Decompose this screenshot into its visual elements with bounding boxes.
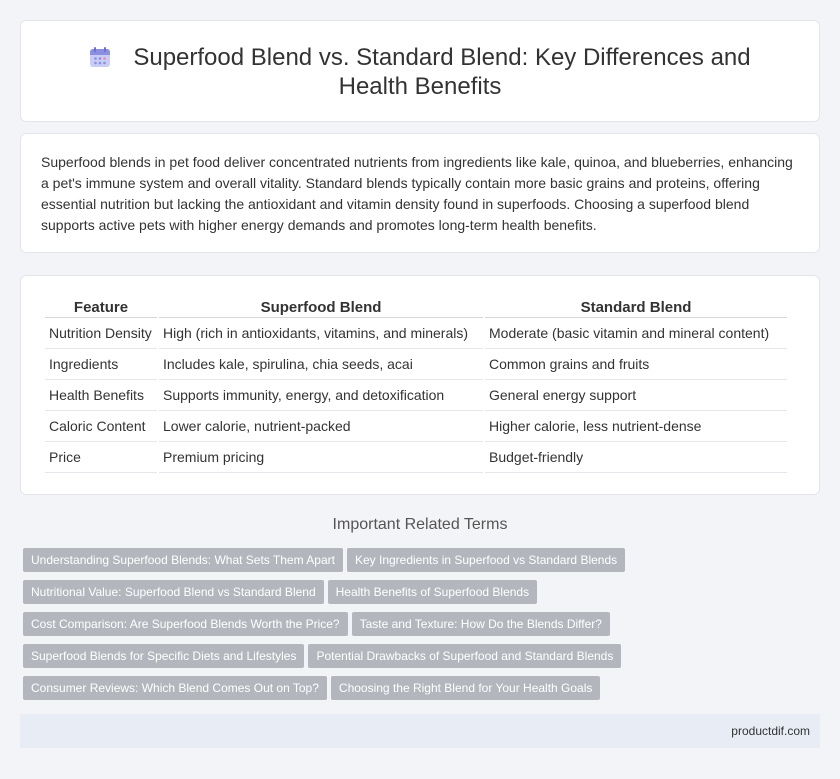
- table-cell: Common grains and fruits: [485, 349, 787, 380]
- related-term-tag[interactable]: Superfood Blends for Specific Diets and Lifestyles: [23, 644, 304, 668]
- table-cell: Lower calorie, nutrient-packed: [159, 411, 483, 442]
- calendar-icon: [89, 46, 111, 68]
- tag-row: [23, 548, 823, 572]
- related-term-tag[interactable]: Nutritional Value: Superfood Blend vs Standard Blend: [23, 580, 324, 604]
- header-standard-blend: Standard Blend: [485, 296, 787, 318]
- tag-row: [23, 644, 823, 668]
- related-term-tag[interactable]: Cost Comparison: Are Superfood Blends Worth the Price?: [23, 612, 348, 636]
- table-cell: Nutrition Density: [45, 318, 157, 349]
- header-feature: Feature: [45, 296, 157, 318]
- page-title: Superfood Blend vs. Standard Blend: Key Differences and Health Benefits: [133, 44, 751, 100]
- table-cell: Price: [45, 442, 157, 473]
- tag-row: [23, 580, 823, 604]
- comparison-table-card: [20, 275, 820, 495]
- site-link[interactable]: productdif.com: [731, 724, 810, 738]
- related-terms-list: [23, 548, 823, 708]
- related-term-tag[interactable]: Consumer Reviews: Which Blend Comes Out on Top?: [23, 676, 327, 700]
- table-cell: Moderate (basic vitamin and mineral content): [485, 318, 787, 349]
- header-card: [20, 20, 820, 122]
- related-term-tag[interactable]: Understanding Superfood Blends: What Sets Them Apart: [23, 548, 343, 572]
- table-row: [45, 349, 787, 380]
- related-term-tag[interactable]: Taste and Texture: How Do the Blends Differ?: [352, 612, 610, 636]
- table-cell: High (rich in antioxidants, vitamins, and minerals): [159, 318, 483, 349]
- table-header-row: [45, 296, 787, 318]
- related-term-tag[interactable]: Choosing the Right Blend for Your Health Goals: [331, 676, 601, 700]
- related-terms-title: Important Related Terms: [332, 516, 508, 533]
- table-row: [45, 411, 787, 442]
- related-term-tag[interactable]: Key Ingredients in Superfood vs Standard Blends: [347, 548, 625, 572]
- table-cell: General energy support: [485, 380, 787, 411]
- footer: [20, 714, 820, 748]
- related-term-tag[interactable]: Health Benefits of Superfood Blends: [328, 580, 537, 604]
- table-cell: Budget-friendly: [485, 442, 787, 473]
- table-cell: Ingredients: [45, 349, 157, 380]
- header-superfood-blend: Superfood Blend: [159, 296, 483, 318]
- intro-card: [20, 133, 820, 253]
- table-cell: Health Benefits: [45, 380, 157, 411]
- tag-row: [23, 676, 823, 700]
- page-title-wrap: [21, 43, 819, 101]
- table-cell: Supports immunity, energy, and detoxification: [159, 380, 483, 411]
- tag-row: [23, 612, 823, 636]
- related-term-tag[interactable]: Potential Drawbacks of Superfood and Standard Blends: [308, 644, 621, 668]
- table-row: [45, 318, 787, 349]
- table-cell: Caloric Content: [45, 411, 157, 442]
- table-row: [45, 442, 787, 473]
- table-cell: Higher calorie, less nutrient-dense: [485, 411, 787, 442]
- table-cell: Includes kale, spirulina, chia seeds, acai: [159, 349, 483, 380]
- comparison-table: [43, 296, 789, 473]
- table-cell: Premium pricing: [159, 442, 483, 473]
- intro-paragraph: Superfood blends in pet food deliver concentrated nutrients from ingredients like kale, quinoa, and blueberries, enhancing a pet's immune system and overall vitality. Standard blends typically contain more basic grains and proteins, offering essential nutrition but lacking the antioxidant and vitamin density found in superfoods. Choosing a superfood blend supports active pets with higher energy demands and promotes long-term health benefits.: [41, 154, 793, 233]
- table-row: [45, 380, 787, 411]
